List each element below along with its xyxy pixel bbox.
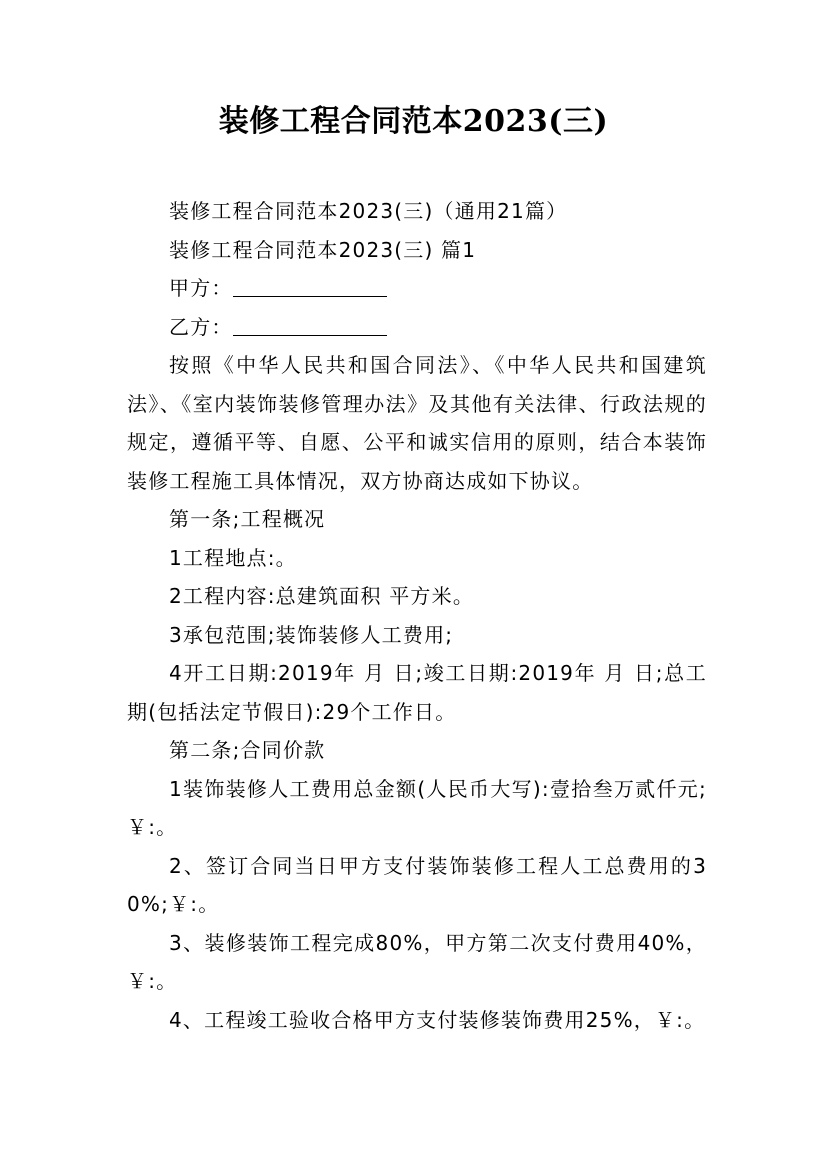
first-payment-paragraph: 2、签订合同当日甲方支付装饰装修工程人工总费用的30%;￥:。 — [127, 853, 707, 916]
party-a-line — [127, 269, 707, 308]
document-title: 装修工程合同范本2023(三) — [218, 104, 609, 139]
total-cost-paragraph: 1装饰装修人工费用总金额(人民币大写):壹拾叁万贰仟元;￥:。 — [127, 776, 707, 839]
legal-basis-paragraph: 按照《中华人民共和国合同法》、《中华人民共和国建筑法》、《室内装饰装修管理办法》及其他有关法律、行政法规的规定，遵循平等、自愿、公平和诚实信用的原则，结合本装饰装修工程施工具体情况，双方协商达成如下协议。 — [127, 353, 707, 493]
party-a-blank-line — [233, 274, 387, 297]
project-content-paragraph: 2工程内容:总建筑面积 平方米。 — [169, 584, 475, 608]
document-body — [127, 192, 707, 1039]
final-payment-paragraph: 4、工程竣工验收合格甲方支付装修装饰费用25%，￥:。 — [169, 1007, 706, 1032]
party-b-blank-line — [233, 313, 387, 336]
party-b-label: 乙方： — [169, 314, 233, 339]
article-two-heading: 第二条;合同价款 — [169, 738, 326, 762]
subtitle-paragraph: 装修工程合同范本2023(三)（通用21篇） — [169, 199, 568, 223]
contract-scope-paragraph: 3承包范围;装饰装修人工费用; — [169, 622, 454, 647]
project-location-paragraph: 1工程地点:。 — [169, 545, 297, 570]
section-heading-paragraph: 装修工程合同范本2023(三) 篇1 — [169, 237, 477, 262]
article-one-heading: 第一条;工程概况 — [169, 507, 326, 531]
second-payment-paragraph: 3、装修装饰工程完成80%，甲方第二次支付费用40%，￥:。 — [127, 930, 707, 993]
party-a-label: 甲方： — [169, 276, 233, 300]
schedule-paragraph: 4开工日期:2019年 月 日;竣工日期:2019年 月 日;总工期(包括法定节假日):29个工作日。 — [127, 661, 707, 724]
party-b-line — [127, 308, 707, 347]
